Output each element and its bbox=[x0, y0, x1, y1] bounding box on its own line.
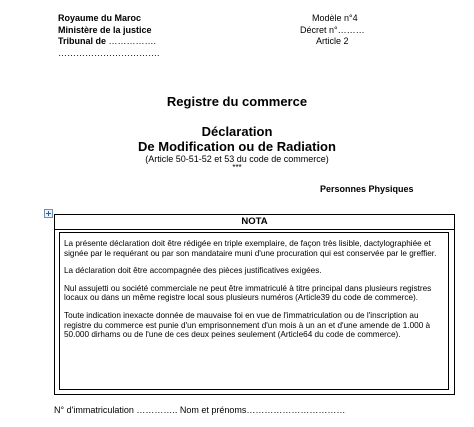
nota-paragraph: La présente déclaration doit être rédigée en triple exemplaire, de façon très lisible, dactylographiée et signée par le requérant ou par son mandataire muni d'une procuration qui est conservée par le greffier. bbox=[64, 239, 437, 258]
ministry-name: Ministère de la justice bbox=[58, 24, 152, 35]
tribunal-dots: ……………. bbox=[108, 36, 157, 46]
country-name: Royaume du Maroc bbox=[58, 13, 142, 23]
declaration-heading bbox=[0, 124, 474, 154]
nota-heading: NOTA bbox=[55, 215, 454, 230]
nota-paragraph: Toute indication inexacte donnée de mauvaise foi en vue de l'immatriculation ou de l'inscription au registre du commerce est punie d'un emprisonnement d'un mois à un an et d'une amende de 1.000 à 50.000 dirhams ou de l'une de ces deux peines seulement (Article64 du code de commerce). bbox=[64, 310, 431, 340]
nota-paragraph: La déclaration doit être accompagnée des pièces justificatives exigées. bbox=[64, 266, 322, 276]
nota-paragraph: Nul assujetti ou société commerciale ne peut être immatriculé à titre principal dans plusieurs registres locaux ou dans un même registre local sous plusieurs numéros (Article39 du code de commerce). bbox=[64, 283, 432, 303]
nota-table bbox=[54, 214, 455, 395]
header-right-block bbox=[300, 13, 365, 48]
declaration-title: Déclaration bbox=[201, 124, 273, 139]
document-title: Registre du commerce bbox=[166, 94, 308, 109]
table-move-handle-icon[interactable] bbox=[44, 209, 53, 218]
model-number: Modèle n°4 bbox=[312, 13, 358, 23]
persons-label: Personnes Physiques bbox=[320, 184, 414, 194]
decree-number: Décret n°……… bbox=[300, 24, 365, 35]
tribunal-label: Tribunal de bbox=[58, 36, 107, 46]
tribunal-line bbox=[58, 36, 160, 48]
blank-line: ……………………………. bbox=[58, 47, 160, 58]
legal-reference: (Article 50-51-52 et 53 du code de commerce) bbox=[145, 154, 329, 164]
declaration-subtitle: De Modification ou de Radiation bbox=[138, 139, 336, 154]
header-left-block bbox=[58, 13, 160, 59]
nota-content bbox=[59, 232, 449, 390]
registration-name-line: N° d'immatriculation ………….. Nom et prénoms…………………………… bbox=[54, 405, 346, 415]
article-number: Article 2 bbox=[316, 36, 349, 46]
separator-stars: *** bbox=[232, 163, 242, 172]
